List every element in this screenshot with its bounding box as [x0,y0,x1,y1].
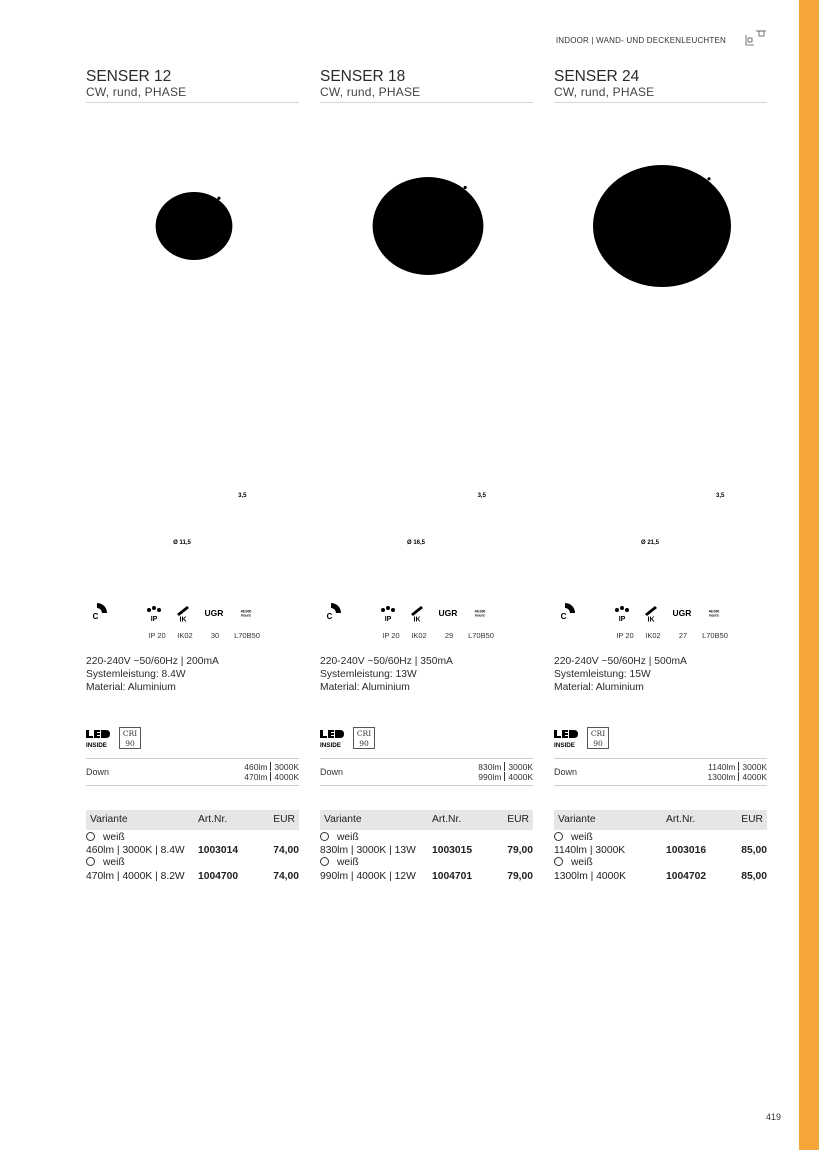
color-temp: 3000K [742,762,767,772]
lumen-value: 470lm [244,772,268,782]
price: 79,00 [507,845,533,856]
lumen-value: 830lm [478,762,502,772]
spec-voltage: 220-240V ~50/60Hz | 500mA [554,656,687,667]
product-column [554,0,767,1150]
cri-badge [119,727,141,749]
svg-text:IK: IK [647,616,655,624]
table-row [320,871,533,884]
col-variant: Variante [324,814,362,825]
dimension-drawing [320,460,533,555]
accent-sidebar [799,0,819,1150]
lifetime-label: L70B50 [468,631,494,640]
lumen-values [244,762,299,782]
header-category: INDOOR | WAND- UND DECKENLEUCHTEN [555,36,726,45]
divider [320,785,533,786]
lumen-line [478,762,533,772]
lifetime-label: L70B50 [702,631,728,640]
col-artnr: Art.Nr. [432,814,462,825]
energy-class-c-icon [320,602,342,624]
down-label: Down [86,767,110,777]
cri-value: 90 [125,738,135,748]
color-temp: 4000K [508,772,533,782]
variant-color-row [86,832,299,845]
article-number: 1004700 [198,871,239,882]
price: 74,00 [273,871,299,882]
cri-badge [587,727,609,749]
variant-table-header [86,810,299,830]
diameter-label: Ø 16,5 [406,540,426,546]
price: 74,00 [273,845,299,856]
lumen-values [478,762,533,782]
lumen-line [244,772,299,782]
ik-label: IK02 [177,631,193,640]
protection-class-icon [114,602,136,624]
lumen-line [244,762,299,772]
spec-material: Material: Aluminium [554,682,644,693]
svg-text:IP: IP [150,616,158,623]
ugr-value: 29 [444,631,454,640]
lifetime-hours-icon [702,601,726,625]
variant-table-header [320,810,533,830]
white-swatch-icon [320,857,329,866]
divider [320,758,533,759]
lifetime-hours-icon [234,601,258,625]
divider [320,102,533,103]
variant-color-row [554,832,767,845]
divider [554,102,767,103]
article-number: 1003016 [666,845,707,856]
cri-badge [353,727,375,749]
ik-label: IK02 [645,631,661,640]
lumen-value: 460lm [244,762,268,772]
product-photo [320,150,533,320]
article-number: 1003014 [198,845,239,856]
lumen-line [708,762,767,772]
product-title: SENSER 18 [320,68,406,85]
spec-material: Material: Aluminium [320,682,410,693]
spec-voltage: 220-240V ~50/60Hz | 350mA [320,656,453,667]
lumen-values [708,762,767,782]
cri-label: CRI [122,729,138,738]
spec-voltage: 220-240V ~50/60Hz | 200mA [86,656,219,667]
height-label: 3,5 [238,493,247,499]
article-number: 1004701 [432,871,473,882]
ugr-icon [435,602,461,624]
product-subtitle: CW, rund, PHASE [86,85,187,99]
price: 85,00 [741,845,767,856]
svg-text:IP: IP [384,616,392,623]
ip-rating-icon [611,602,633,624]
col-artnr: Art.Nr. [666,814,696,825]
divider [554,758,767,759]
svg-text:C: C [560,612,567,621]
variant-color-row [320,832,533,845]
price: 79,00 [507,871,533,882]
svg-text:INSIDE: INSIDE [86,742,107,749]
down-label: Down [554,767,578,777]
cri-value: 90 [593,738,603,748]
protection-class-icon [348,602,370,624]
spec-block [554,655,687,694]
spec-material: Material: Aluminium [86,682,176,693]
col-eur: EUR [507,814,529,825]
svg-text:UGR: UGR [438,608,458,618]
white-swatch-icon [86,857,95,866]
divider [86,102,299,103]
spec-block [320,655,453,694]
white-swatch-icon [86,832,95,841]
energy-class-c-icon [86,602,108,624]
cri-label: CRI [590,729,606,738]
protection-class-icon [582,602,604,624]
ip-label: IP 20 [616,631,634,640]
col-variant: Variante [90,814,128,825]
variant-desc: 1300lm | 4000K [554,871,626,882]
col-eur: EUR [741,814,763,825]
diameter-label: Ø 21,5 [640,540,660,546]
variant-color: weiß [103,832,125,843]
col-artnr: Art.Nr. [198,814,228,825]
svg-text:C: C [92,612,99,621]
article-number: 1003015 [432,845,473,856]
product-photo [554,150,767,320]
variant-color-row [86,857,299,870]
spec-power: Systemleistung: 15W [554,669,651,680]
spec-power: Systemleistung: 8.4W [86,669,186,680]
divider [86,758,299,759]
page-number: 419 [766,1112,782,1122]
variant-desc: 1140lm | 3000K [554,845,626,856]
svg-text:C: C [326,612,333,621]
product-column [86,0,299,1150]
svg-text:UGR: UGR [672,608,692,618]
height-label: 3,5 [477,493,486,499]
variant-color-row [320,857,533,870]
divider [554,785,767,786]
svg-text:hours: hours [241,613,251,618]
variant-color-row [554,857,767,870]
dimension-drawing [86,460,299,555]
svg-text:48.000: 48.000 [708,609,720,614]
variant-color: weiß [337,832,359,843]
variant-table-header [554,810,767,830]
svg-text:UGR: UGR [204,608,224,618]
svg-text:IK: IK [413,616,421,624]
ugr-icon [201,602,227,624]
svg-text:INSIDE: INSIDE [320,742,341,749]
article-number: 1004702 [666,871,707,882]
variant-desc: 990lm | 4000K | 12W [320,871,416,882]
energy-class-c-icon [554,602,576,624]
ip-label: IP 20 [148,631,166,640]
white-swatch-icon [554,832,563,841]
product-column [320,0,533,1150]
lumen-value: 1300lm [707,772,736,782]
variant-color: weiß [571,857,593,868]
ip-rating-icon [143,602,165,624]
svg-text:hours: hours [475,613,485,618]
white-swatch-icon [320,832,329,841]
svg-text:48.000: 48.000 [240,609,252,614]
color-temp: 3000K [274,762,299,772]
ik-rating-icon [640,602,662,624]
col-eur: EUR [273,814,295,825]
cri-value: 90 [359,738,369,748]
variant-desc: 470lm | 4000K | 8.2W [86,871,185,882]
ugr-icon [669,602,695,624]
product-title: SENSER 12 [86,68,172,85]
svg-text:48.000: 48.000 [474,609,486,614]
lifetime-hours-icon [468,601,492,625]
variant-color: weiß [571,832,593,843]
ugr-value: 30 [210,631,220,640]
product-title: SENSER 24 [554,68,640,85]
spec-power: Systemleistung: 13W [320,669,417,680]
table-row [86,871,299,884]
svg-text:hours: hours [709,613,719,618]
svg-text:IP: IP [618,616,626,623]
divider [86,785,299,786]
product-subtitle: CW, rund, PHASE [320,85,421,99]
variant-desc: 460lm | 3000K | 8.4W [86,845,185,856]
color-temp: 4000K [742,772,767,782]
lumen-value: 990lm [478,772,502,782]
variant-color: weiß [337,857,359,868]
color-temp: 4000K [274,772,299,782]
certification-icons [86,602,299,642]
ik-label: IK02 [411,631,427,640]
variant-color: weiß [103,857,125,868]
ik-rating-icon [172,602,194,624]
ip-rating-icon [377,602,399,624]
svg-text:IK: IK [179,616,187,624]
lumen-value: 1140lm [708,762,736,772]
lumen-line [708,772,767,782]
variant-desc: 830lm | 3000K | 13W [320,845,416,856]
certification-icons [554,602,767,642]
dimension-drawing [554,460,767,555]
product-subtitle: CW, rund, PHASE [554,85,655,99]
price: 85,00 [741,871,767,882]
diameter-label: Ø 11,5 [173,540,191,546]
product-photo [86,150,299,320]
svg-text:INSIDE: INSIDE [554,742,575,749]
ugr-value: 27 [678,631,688,640]
color-temp: 3000K [508,762,533,772]
ip-label: IP 20 [382,631,400,640]
cri-label: CRI [356,729,372,738]
certification-icons [320,602,533,642]
col-variant: Variante [558,814,596,825]
height-label: 3,5 [716,493,725,499]
white-swatch-icon [554,857,563,866]
lumen-line [478,772,533,782]
lifetime-label: L70B50 [234,631,260,640]
spec-block [86,655,219,694]
ik-rating-icon [406,602,428,624]
table-row [554,871,767,884]
down-label: Down [320,767,344,777]
